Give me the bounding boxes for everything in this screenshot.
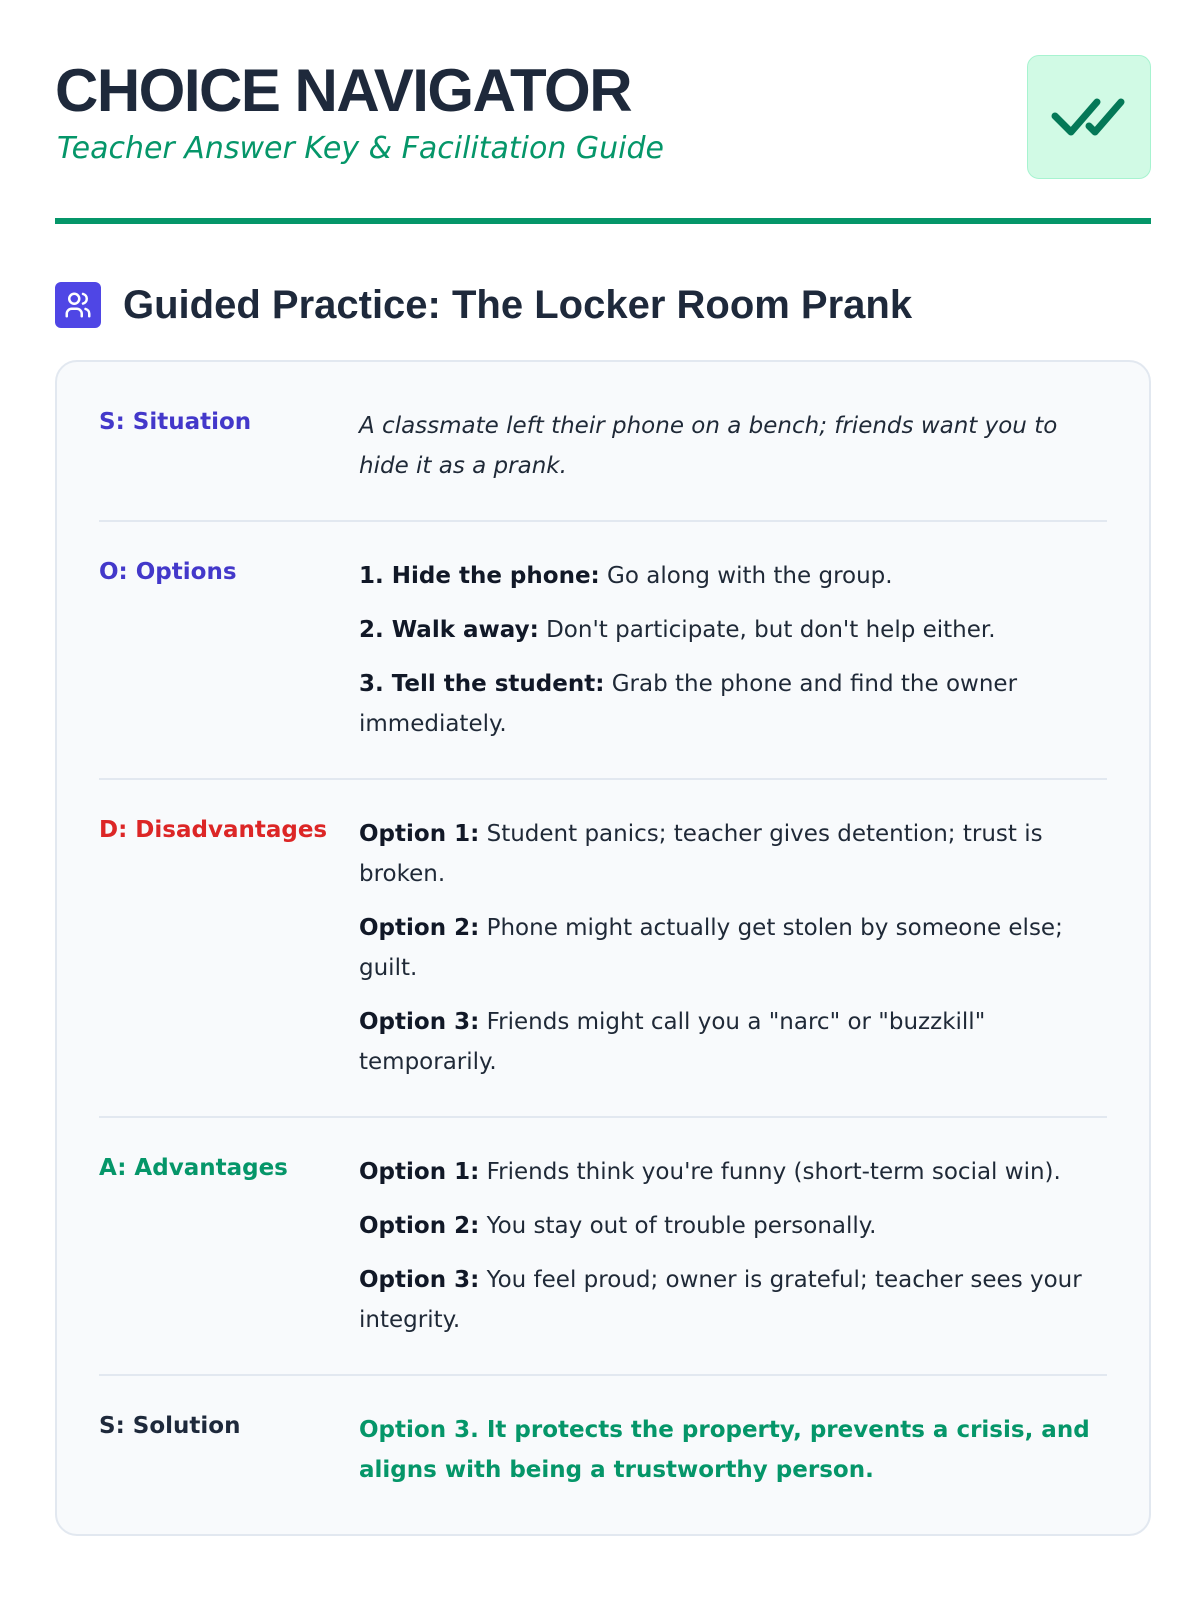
situation-label: S: Situation	[99, 409, 252, 435]
users-icon	[55, 282, 101, 328]
options-label: O: Options	[99, 559, 237, 585]
advantages-content	[359, 1152, 1107, 1340]
disadvantages-content	[359, 814, 1107, 1082]
disadvantages-label: D: Disadvantages	[99, 817, 328, 843]
solution-text: Option 3. It protects the property, prevents a crisis, and aligns with being a trustworthy person.	[359, 1417, 1090, 1483]
solution-row	[99, 1376, 1107, 1524]
disadvantage-item: Option 2: Phone might actually get stolen by someone else; guilt.	[359, 915, 1063, 981]
double-check-icon	[1051, 92, 1127, 142]
answer-key-badge	[1027, 55, 1151, 179]
options-content	[359, 556, 1107, 744]
page-header	[55, 55, 1151, 180]
solution-content	[359, 1410, 1107, 1490]
option-item: 3. Tell the student: Grab the phone and find the owner immediately.	[359, 671, 1018, 737]
sodas-card	[55, 360, 1151, 1536]
disadvantages-row	[99, 780, 1107, 1118]
option-item: 2. Walk away: Don't participate, but don't help either.	[359, 617, 996, 643]
section-title: Guided Practice: The Locker Room Prank	[123, 283, 913, 327]
page-subtitle: Teacher Answer Key & Facilitation Guide	[57, 131, 664, 166]
option-item: 1. Hide the phone: Go along with the group.	[359, 563, 893, 589]
advantages-row	[99, 1118, 1107, 1376]
options-row	[99, 522, 1107, 780]
disadvantage-item: Option 3: Friends might call you a "narc" or "buzzkill" temporarily.	[359, 1009, 986, 1075]
situation-row	[99, 372, 1107, 522]
section-heading	[55, 280, 912, 330]
advantage-item: Option 3: You feel proud; owner is grateful; teacher sees your integrity.	[359, 1267, 1082, 1333]
solution-label: S: Solution	[99, 1413, 241, 1439]
advantage-item: Option 2: You stay out of trouble personally.	[359, 1213, 877, 1239]
disadvantage-item: Option 1: Student panics; teacher gives detention; trust is broken.	[359, 821, 1043, 887]
situation-content	[359, 406, 1107, 486]
header-divider	[55, 218, 1151, 224]
advantage-item: Option 1: Friends think you're funny (short-term social win).	[359, 1159, 1061, 1185]
advantages-label: A: Advantages	[99, 1155, 288, 1181]
situation-text: A classmate left their phone on a bench; friends want you to hide it as a prank.	[359, 413, 1058, 479]
page-title: CHOICE NAVIGATOR	[55, 57, 632, 124]
